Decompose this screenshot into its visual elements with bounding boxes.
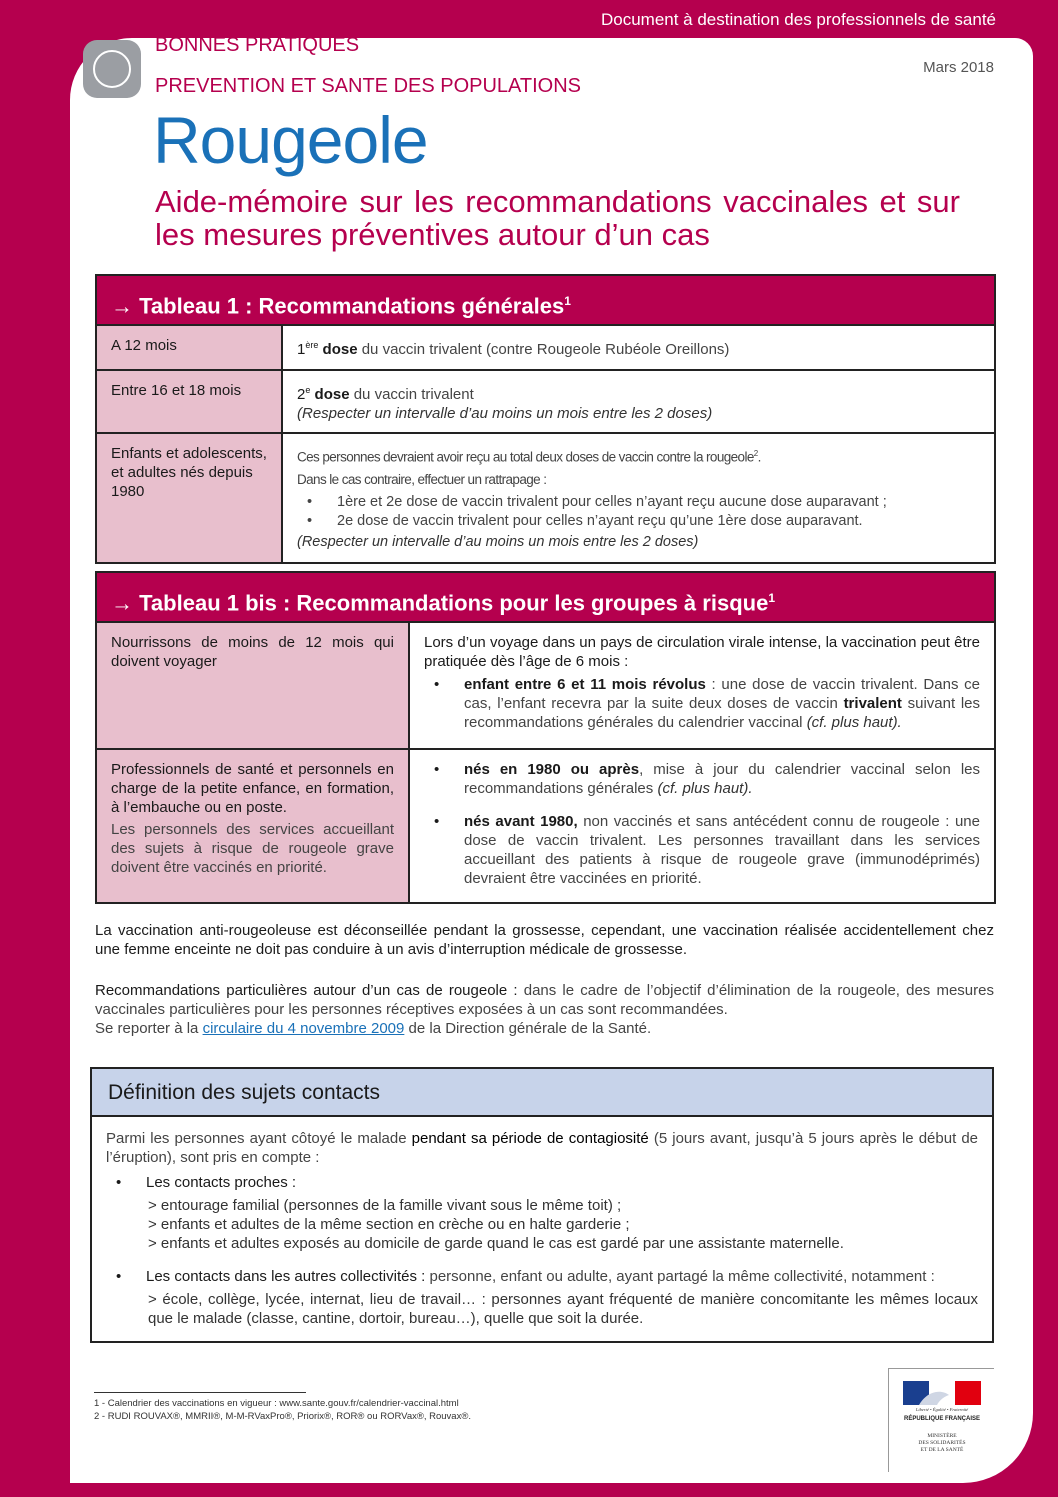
- footnote-ref: 1: [768, 591, 775, 605]
- dose-cell: 1ère dose du vaccin trivalent (contre Rougeole Rubéole Oreillons): [297, 340, 730, 358]
- list-item: • Les contacts proches :: [106, 1173, 978, 1192]
- table-row: [97, 750, 994, 902]
- age-cell: A 12 mois: [97, 326, 283, 369]
- age-cell: Enfants et adolescents, et adultes nés depuis 1980: [97, 434, 283, 562]
- arrow-right-icon: →: [111, 590, 133, 616]
- table-heading: [97, 573, 994, 623]
- table-heading: [97, 276, 994, 326]
- contacts-definition-box: [90, 1067, 994, 1343]
- page-subtitle: Aide-mémoire sur les recommandations vaccinales et sur les mesures préventives autour d’un cas: [155, 184, 960, 252]
- svg-text:MINISTÈRE: MINISTÈRE: [927, 1433, 957, 1439]
- table-row: [97, 326, 994, 371]
- audience-label: Document à destination des professionnels de santé: [600, 10, 996, 29]
- footnote-divider: [94, 1392, 306, 1393]
- table-general-recommendations: [95, 274, 996, 564]
- document-date: Mars 2018: [923, 59, 994, 76]
- category-label: BONNES PRATIQUES: [155, 34, 360, 56]
- footnote-ref: 1: [564, 294, 571, 308]
- svg-text:RÉPUBLIQUE FRANÇAISE: RÉPUBLIQUE FRANÇAISE: [903, 1416, 981, 1422]
- table-title: Tableau 1 : Recommandations générales: [139, 293, 565, 319]
- table-row: [97, 623, 994, 750]
- list-item: • Les contacts dans les autres collectivités : personne, enfant ou adulte, ayant partagé la même collectivité, notamment :: [106, 1267, 978, 1286]
- arrow-right-icon: →: [111, 293, 133, 319]
- page-title: Rougeole: [153, 103, 428, 177]
- reference-line: Se reporter à la circulaire du 4 novembre 2009 de la Direction générale de la Santé.: [95, 1020, 652, 1037]
- group-cell: Nourrissons de moins de 12 mois qui doivent voyager: [97, 623, 410, 748]
- definition-heading: Définition des sujets contacts: [92, 1069, 992, 1117]
- age-cell: Entre 16 et 18 mois: [97, 371, 283, 432]
- table-row: [97, 371, 994, 434]
- recommendation-cell: Lors d’un voyage dans un pays de circulation virale intense, la vaccination peut être pratiquée dès l’âge de 6 mois : • enfant entre 6 et 11 mois révolus : une dose de vaccin trivalent. Dans ce cas, l’enfant recevra par la suite deux doses de vaccin trivalent suivant les recommandations générales du calendrier vaccinal (cf. plus haut).: [410, 623, 994, 748]
- footnote-2: 2 - RUDI ROUVAX®, MMRII®, M-M-RVaxPro®, Priorix®, ROR® ou RORVax®, Rouvax®.: [94, 1411, 471, 1422]
- dose-cell: 2e dose du vaccin trivalent (Respecter un intervalle d’au moins un mois entre les 2 doses): [297, 385, 713, 422]
- ministry-logo: [888, 1368, 994, 1472]
- definition-body: Parmi les personnes ayant côtoyé le malade pendant sa période de contagiosité (5 jours avant, jusqu’à 5 jours après le début de l’éruption), sont pris en compte : • Les contacts proches : > entourage familial (personnes de la famille vivant sous le même toit) ; > enfants et adultes de la même section en crèche ou en halte garderie ; > enfants et adultes exposés au domicile de garde quand le cas est gardé par une assistante maternelle. • Les contacts dans les autres collectivités : personne, enfant ou adulte, ayant partagé la même collectivité, notamment : > école, collège, lycée, internat, lieu de travail… : personnes ayant fréquenté de manière concomitante les mêmes locaux que le malade (classe, cantine, dortoir, bureau…), quelle que soit la durée.: [92, 1117, 992, 1328]
- svg-text:ET DE LA SANTÉ: ET DE LA SANTÉ: [920, 1447, 964, 1453]
- svg-text:Liberté • Égalité • Fraternité: Liberté • Égalité • Fraternité: [915, 1407, 969, 1412]
- catchup-cell: Ces personnes devraient avoir reçu au total deux doses de vaccin contre la rougeole$^2$. Dans le cas contraire, effectuer un rattrapage : • 1ère et 2e dose de vaccin trivalent pour celles n’ayant reçu aucune dose auparavant ; • 2e dose de vaccin trivalent pour celles n’ayant reçu qu’une 1ère dose auparavant. (Respecter un intervalle d’au moins un mois entre les 2 doses): [283, 434, 994, 562]
- compass-icon: [83, 40, 141, 98]
- circular-link[interactable]: circulaire du 4 novembre 2009: [202, 1020, 405, 1037]
- table-title: Tableau 1 bis : Recommandations pour les groupes à risque: [139, 590, 769, 616]
- svg-text:DES SOLIDARITÉS: DES SOLIDARITÉS: [918, 1440, 966, 1446]
- table-risk-groups: [95, 571, 996, 904]
- special-recommendations: Recommandations particulières autour d’un cas de rougeole : dans le cadre de l’objectif d’élimination de la rougeole, des mesures vaccinales particulières pour les personnes réceptives exposées à un cas sont recommandées.: [95, 982, 994, 1018]
- pregnancy-note: La vaccination anti-rougeoleuse est déconseillée pendant la grossesse, cependant, une vaccination réalisée accidentellement chez une femme enceinte ne doit pas conduire à un avis d’interruption médicale de grossesse.: [95, 922, 994, 958]
- group-cell: Professionnels de santé et personnels en charge de la petite enfance, en formation, à l’embauche ou en poste. Les personnels des services accueillant des sujets à risque de rougeole grave doivent être vaccinés en priorité.: [97, 750, 410, 902]
- table-row: [97, 434, 994, 562]
- section-label: PREVENTION ET SANTE DES POPULATIONS: [155, 75, 582, 97]
- recommendation-cell: • nés en 1980 ou après, mise à jour du calendrier vaccinal selon les recommandations générales (cf. plus haut). • nés avant 1980, non vaccinés et sans antécédent connu de rougeole : une dose de vaccin trivalent. Les personnes travaillant dans les services accueillant des patients à risque de rougeole grave (immunodéprimés) devraient être vaccinées en priorité.: [410, 750, 994, 902]
- footnote-1: 1 - Calendrier des vaccinations en vigueur : www.sante.gouv.fr/calendrier-vaccinal.html: [94, 1398, 459, 1409]
